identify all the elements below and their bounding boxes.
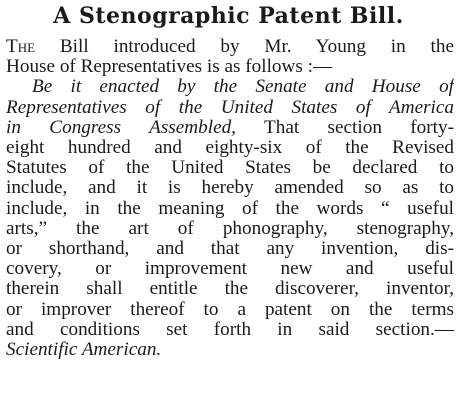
text-line	[6, 340, 454, 360]
italic-text: Be it enacted by the Senate and House of	[32, 77, 454, 98]
text-segment: include, and it is hereby amended so as to	[6, 178, 454, 199]
text-line	[6, 259, 454, 279]
text-segment: include, in the meaning of the words “ useful	[6, 198, 454, 219]
text-line	[6, 219, 454, 239]
italic-text: Representatives of the United States of America	[6, 97, 454, 118]
text-line	[6, 178, 454, 198]
small-caps-text: The	[6, 37, 36, 57]
italic-text: in Congress Assembled,	[6, 117, 236, 138]
text-segment: eight hundred and eighty-six of the Revised	[6, 138, 454, 159]
text-segment: House of Representatives is as follows :—	[6, 57, 333, 78]
text-line	[6, 158, 454, 178]
article-body	[6, 37, 454, 360]
text-line	[6, 300, 454, 320]
text-line	[6, 77, 454, 97]
text-segment: covery, or improvement new and useful	[6, 259, 454, 280]
text-line	[6, 279, 454, 299]
text-line	[6, 37, 454, 57]
text-line	[6, 118, 454, 138]
text-line	[6, 98, 454, 118]
text-segment: Bill introduced by Mr. Young in the	[35, 37, 454, 57]
text-line	[6, 57, 454, 77]
text-segment: therein shall entitle the discoverer, inventor,	[6, 279, 454, 300]
text-line	[6, 138, 454, 158]
text-segment: That section forty-	[235, 117, 454, 138]
text-segment: or shorthand, and that any invention, dis-	[6, 239, 454, 260]
text-segment: Statutes of the United States be declared to	[6, 158, 454, 179]
text-segment: arts,” the art of phonography, stenography,	[6, 218, 454, 239]
text-line	[6, 320, 454, 340]
italic-text: Scientific American.	[6, 340, 162, 361]
text-line	[6, 239, 454, 259]
text-line	[6, 199, 454, 219]
article-title: A Stenographic Patent Bill.	[53, 3, 404, 29]
text-segment: and conditions set forth in said section.—	[6, 319, 454, 340]
text-segment: or improver thereof to a patent on the terms	[6, 299, 454, 320]
